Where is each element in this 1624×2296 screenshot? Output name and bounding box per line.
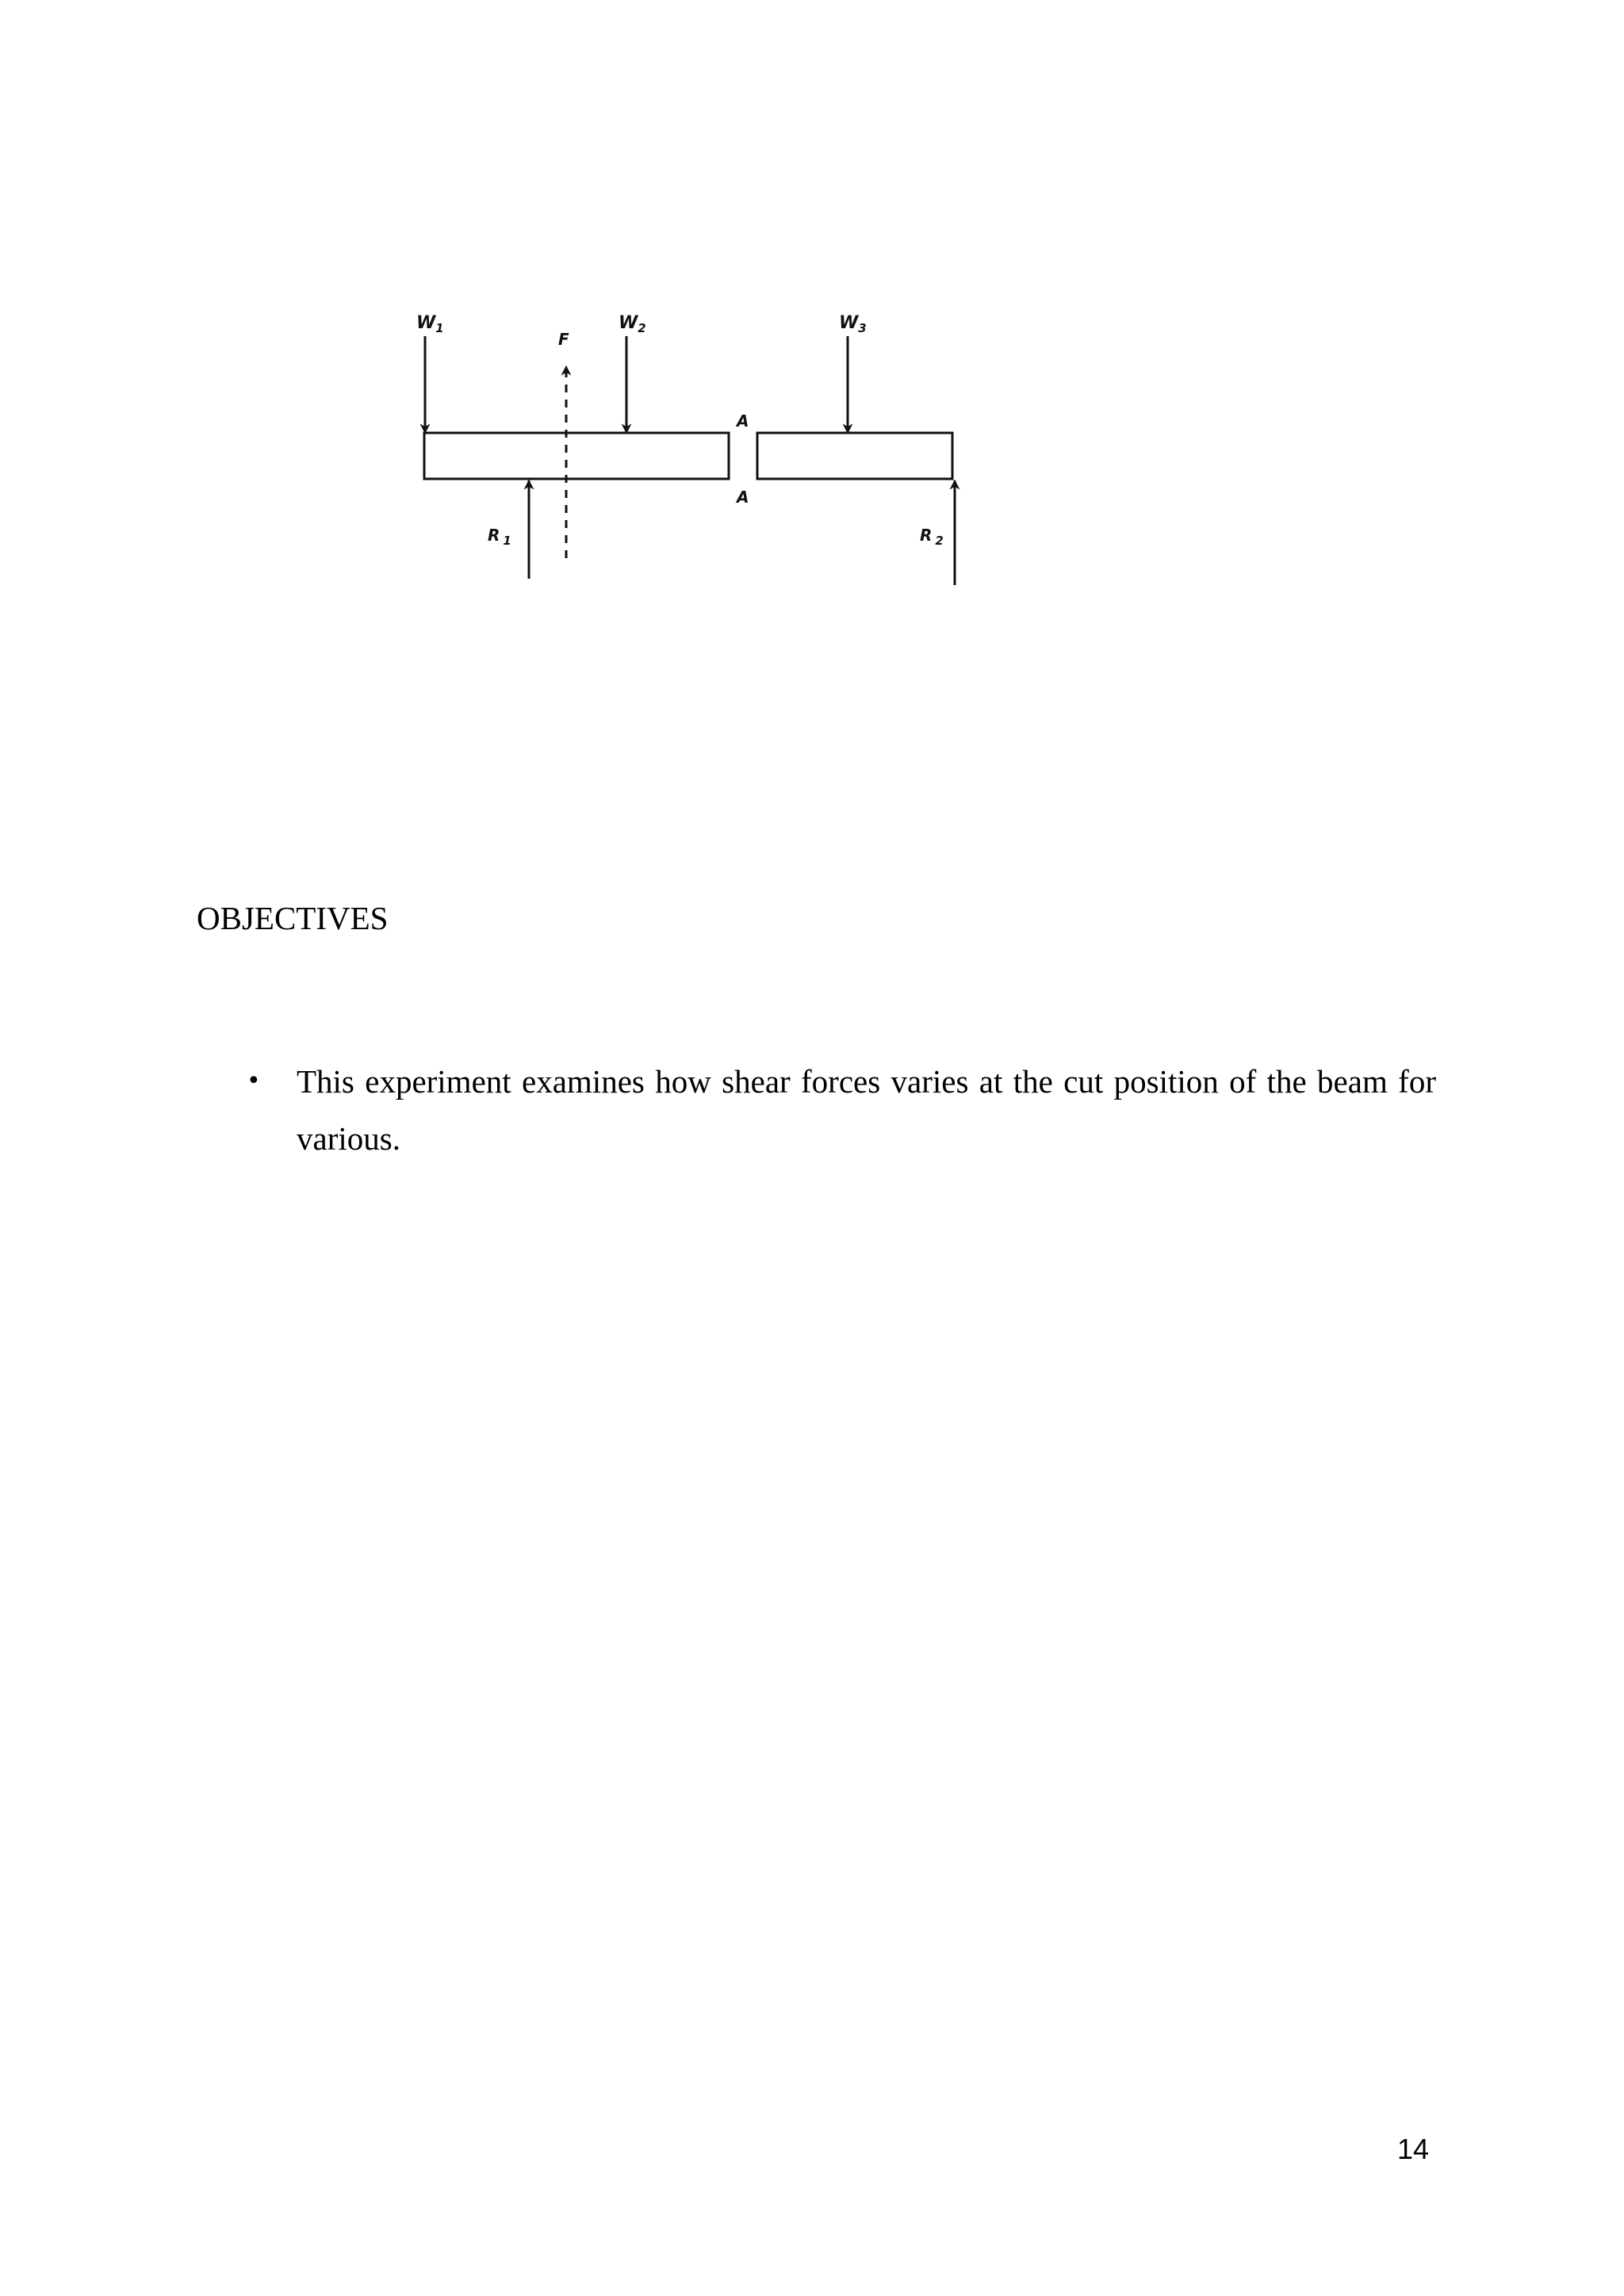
section-heading-objectives: OBJECTIVES	[197, 900, 389, 936]
label-w3: $W_3$	[839, 313, 867, 335]
beam-left-segment	[424, 433, 729, 479]
label-w2: $W_2$	[619, 313, 646, 335]
label-f: F	[558, 330, 569, 349]
list-item	[247, 1053, 1436, 1167]
objectives-list	[247, 1053, 1436, 1167]
label-r2: R $_2$	[920, 526, 944, 548]
label-a-bottom: A	[737, 488, 749, 507]
page-number: 14	[1397, 2133, 1430, 2165]
label-w1: $W_1$	[416, 313, 444, 335]
bullet-text: This experiment examines how shear forces varies at the cut position of the beam for various.	[297, 1063, 1436, 1157]
beam-right-segment	[757, 433, 952, 479]
label-r1: R $_1$	[488, 526, 511, 548]
beam-free-body-diagram	[0, 0, 1624, 634]
bullet-marker: •	[247, 1067, 261, 1095]
label-a-top: A	[737, 411, 749, 430]
